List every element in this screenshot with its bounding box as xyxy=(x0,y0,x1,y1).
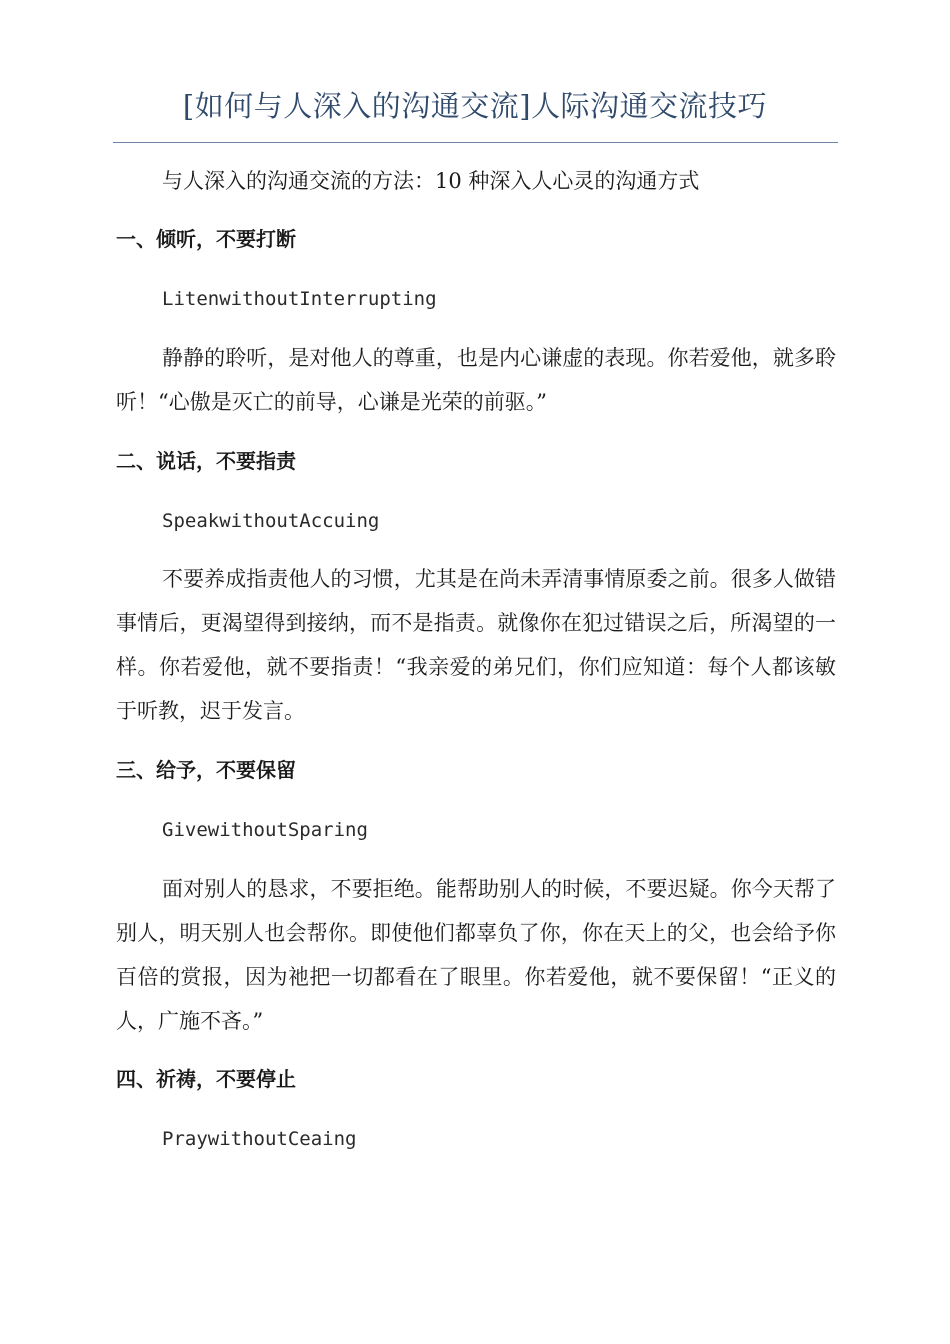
section-4-english-subtitle: PraywithoutCeaing xyxy=(162,1128,357,1150)
section-1-heading: 一、倾听，不要打断 xyxy=(116,227,296,251)
section-3-body: 面对别人的恳求，不要拒绝。能帮助别人的时候，不要迟疑。你今天帮了别人，明天别人也会帮你。即使他们都辜负了你，你在天上的父，也会给予你百倍的赏报，因为祂把一切都看在了眼里。你若爱他，就不要保留！“正义的人，广施不吝。” xyxy=(116,877,836,1033)
section-3-heading: 三、给予，不要保留 xyxy=(116,758,296,782)
title-underline xyxy=(113,142,838,143)
section-3-english-subtitle: GivewithoutSparing xyxy=(162,819,368,841)
section-1-english-subtitle: LitenwithoutInterrupting xyxy=(162,288,437,310)
document-title: [如何与人深入的沟通交流]人际沟通交流技巧 xyxy=(182,89,768,123)
section-2-heading: 二、说话，不要指责 xyxy=(116,449,296,473)
section-2-body: 不要养成指责他人的习惯，尤其是在尚未弄清事情原委之前。很多人做错事情后，更渴望得到接纳，而不是指责。就像你在犯过错误之后，所渴望的一样。你若爱他，就不要指责！“我亲爱的弟兄们，你们应知道：每个人都该敏于听教，迟于发言。 xyxy=(116,567,836,723)
section-1-body: 静静的聆听，是对他人的尊重，也是内心谦虚的表现。你若爱他，就多聆听！“心傲是灭亡的前导，心谦是光荣的前驱。” xyxy=(116,346,836,414)
intro-paragraph: 与人深入的沟通交流的方法：10 种深入人心灵的沟通方式 xyxy=(162,169,700,193)
section-4-heading: 四、祈祷，不要停止 xyxy=(116,1067,296,1091)
section-2-english-subtitle: SpeakwithoutAccuing xyxy=(162,510,380,532)
